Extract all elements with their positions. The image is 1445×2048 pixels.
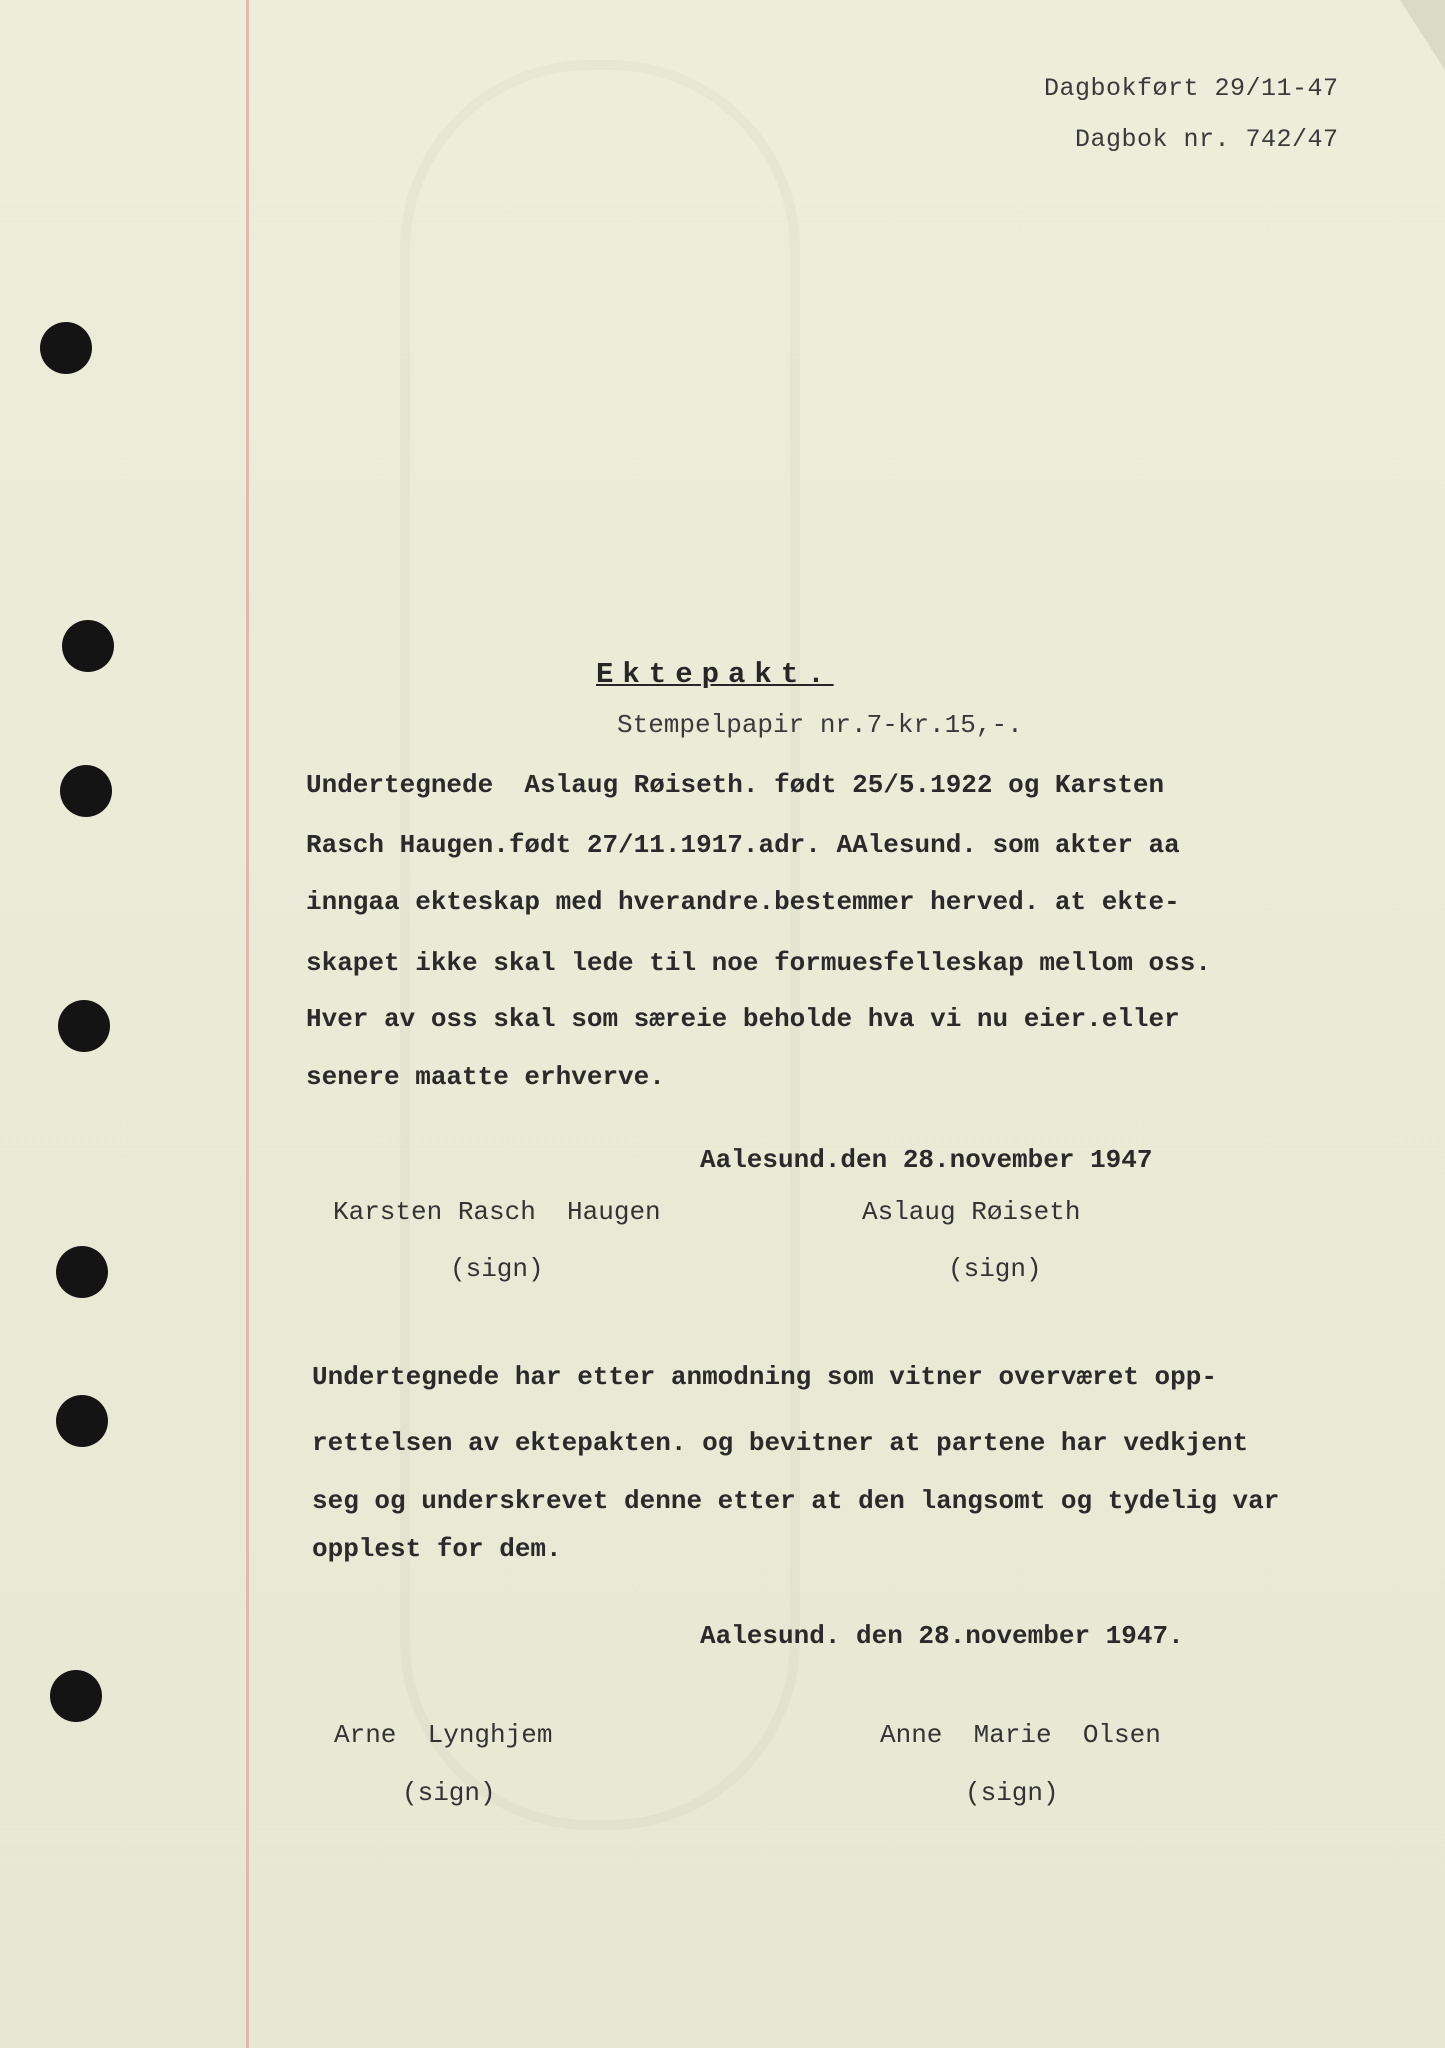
red-margin-line [246,0,249,2048]
punch-hole [56,1395,108,1447]
stamp-paper-line: Stempelpapir nr.7-kr.15,-. [617,710,1023,740]
witness-line: Undertegnede har etter anmodning som vitner overværet opp- [312,1362,1217,1392]
witness-name: Anne Marie Olsen [880,1720,1161,1750]
party-signature-note: (sign) [948,1254,1042,1284]
witness-line: rettelsen av ektepakten. og bevitner at partene har vedkjent [312,1428,1249,1458]
body-line: skapet ikke skal lede til noe formuesfelleskap mellom oss. [306,948,1211,978]
journal-number: Dagbok nr. 742/47 [1075,125,1339,154]
body-line: inngaa ekteskap med hverandre.bestemmer herved. at ekte- [306,887,1180,917]
witness-name: Arne Lynghjem [334,1720,553,1750]
body-line: Undertegnede Aslaug Røiseth. født 25/5.1922 og Karsten [306,770,1165,800]
party-signature-note: (sign) [450,1254,544,1284]
punch-hole [60,765,112,817]
punch-hole [40,322,92,374]
folded-corner [1400,0,1445,70]
journal-date: Dagbokført 29/11-47 [1044,74,1339,103]
witness-signature-note: (sign) [965,1778,1059,1808]
witness-line: opplest for dem. [312,1534,562,1564]
party-name: Karsten Rasch Haugen [333,1197,661,1227]
body-line: Hver av oss skal som særeie beholde hva vi nu eier.eller [306,1004,1180,1034]
document-title: Ektepakt. [596,658,834,691]
stamp-paper-watermark [400,60,800,1830]
body-line: senere maatte erhverve. [306,1062,665,1092]
witness-line: seg og underskrevet denne etter at den langsomt og tydelig var [312,1486,1280,1516]
place-date: Aalesund. den 28.november 1947. [700,1621,1184,1651]
punch-hole [58,1000,110,1052]
punch-hole [50,1670,102,1722]
place-date: Aalesund.den 28.november 1947 [700,1145,1153,1175]
party-name: Aslaug Røiseth [862,1197,1081,1227]
punch-hole [56,1246,108,1298]
punch-hole [62,620,114,672]
witness-signature-note: (sign) [402,1778,496,1808]
body-line: Rasch Haugen.født 27/11.1917.adr. AAlesund. som akter aa [306,830,1180,860]
